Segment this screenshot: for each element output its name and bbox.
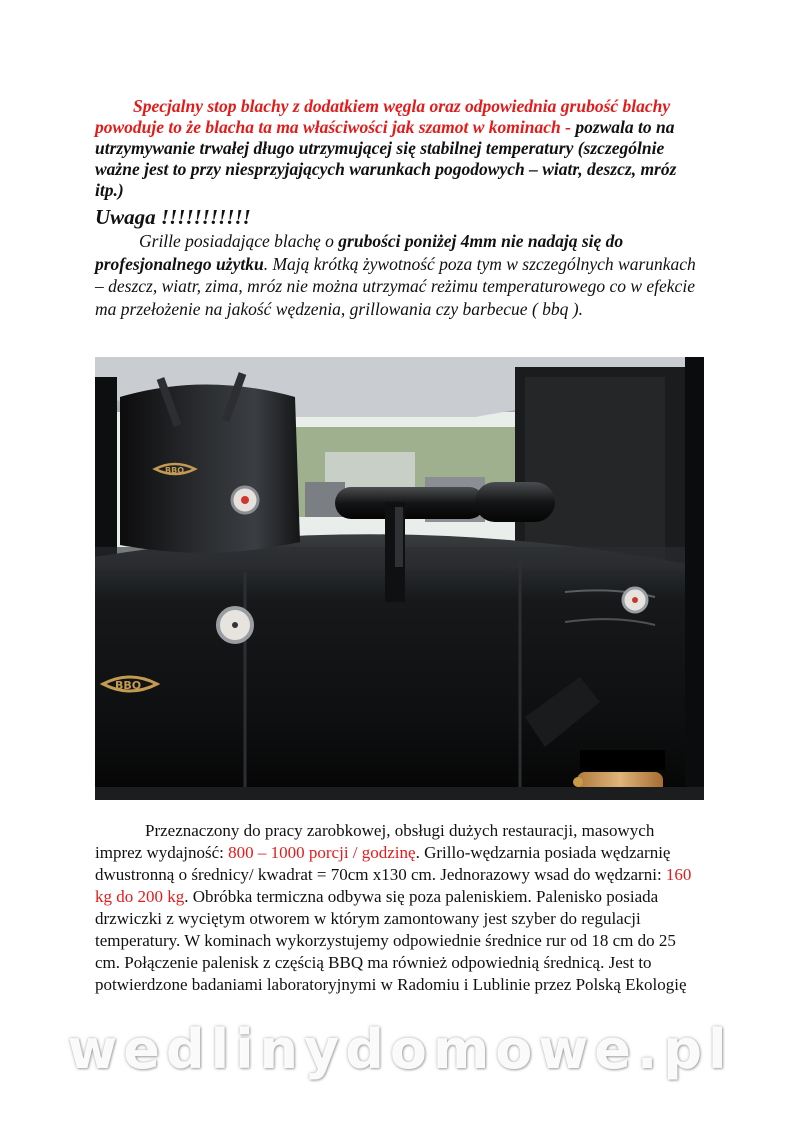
intro-black-text: pozwala to na utrzymywanie trwałej długo utrzymującej się stabilnej temperatury (szczególnie ważne jest to przy niesprzyjających warunkach pogodowych – wiatr, deszcz, mróz itp.) — [95, 117, 677, 200]
warning-paragraph — [95, 230, 705, 320]
smoker-illustration — [95, 357, 704, 800]
warning-bold-text: grubości poniżej 4mm nie nadają się do profesjonalnego użytku — [95, 231, 624, 274]
intro-paragraph — [95, 96, 695, 201]
warning-heading: Uwaga !!!!!!!!!!! — [95, 205, 251, 229]
intro-red-text: Specjalny stop blachy z dodatkiem węgla oraz odpowiednia grubość blachy powoduje to że blacha ta ma właściwości jak szamot w kominach - — [95, 96, 671, 137]
bottom-bbq-badge-text: BBQ — [115, 679, 142, 692]
warning-text-2: . Mają krótką żywotność poza tym w szczególnych warunkach – deszcz, wiatr, zima, mróz nie można utrzymać reżimu temperaturowego co w efekcie ma przełożenie na jakość wędzenia, grillowania czy barbecue ( bbq ). — [95, 253, 696, 319]
top-bbq-badge-text: BBQ — [165, 466, 184, 475]
watermark-text: wedlinydomowe.pl — [67, 1018, 733, 1081]
load-capacity-text: 160 kg do 200 kg — [95, 865, 692, 906]
description-text-2: . Grillo-wędzarnia posiada wędzarnię dwustronną o średnicy/ kwadrat = 70cm x130 cm. Jednorazowy wsad do wędzarni: — [95, 843, 671, 884]
description-text-3: . Obróbka termiczna odbywa się poza paleniskiem. Palenisko posiada drzwiczki z wyciętym otworem w którym zamontowany jest szyber do regulacji temperatury. W kominach wykorzystujemy odpowiednie średnice rur od 18 cm do 25 cm. Połączenie palenisk z częścią BBQ ma również odpowiednią średnicą. Jest to potwierdzone badaniami laboratoryjnymi w Radomiu i Lublinie przez Polską Ekologię — [95, 887, 687, 994]
description-paragraph — [95, 820, 695, 996]
warning-text-1: Grille posiadające blachę o — [139, 231, 339, 251]
capacity-text: 800 – 1000 porcji / godzinę — [228, 843, 416, 862]
smoker-photo — [95, 357, 704, 800]
description-text-1: Przeznaczony do pracy zarobkowej, obsługi dużych restauracji, masowych imprez wydajność: — [95, 821, 655, 862]
